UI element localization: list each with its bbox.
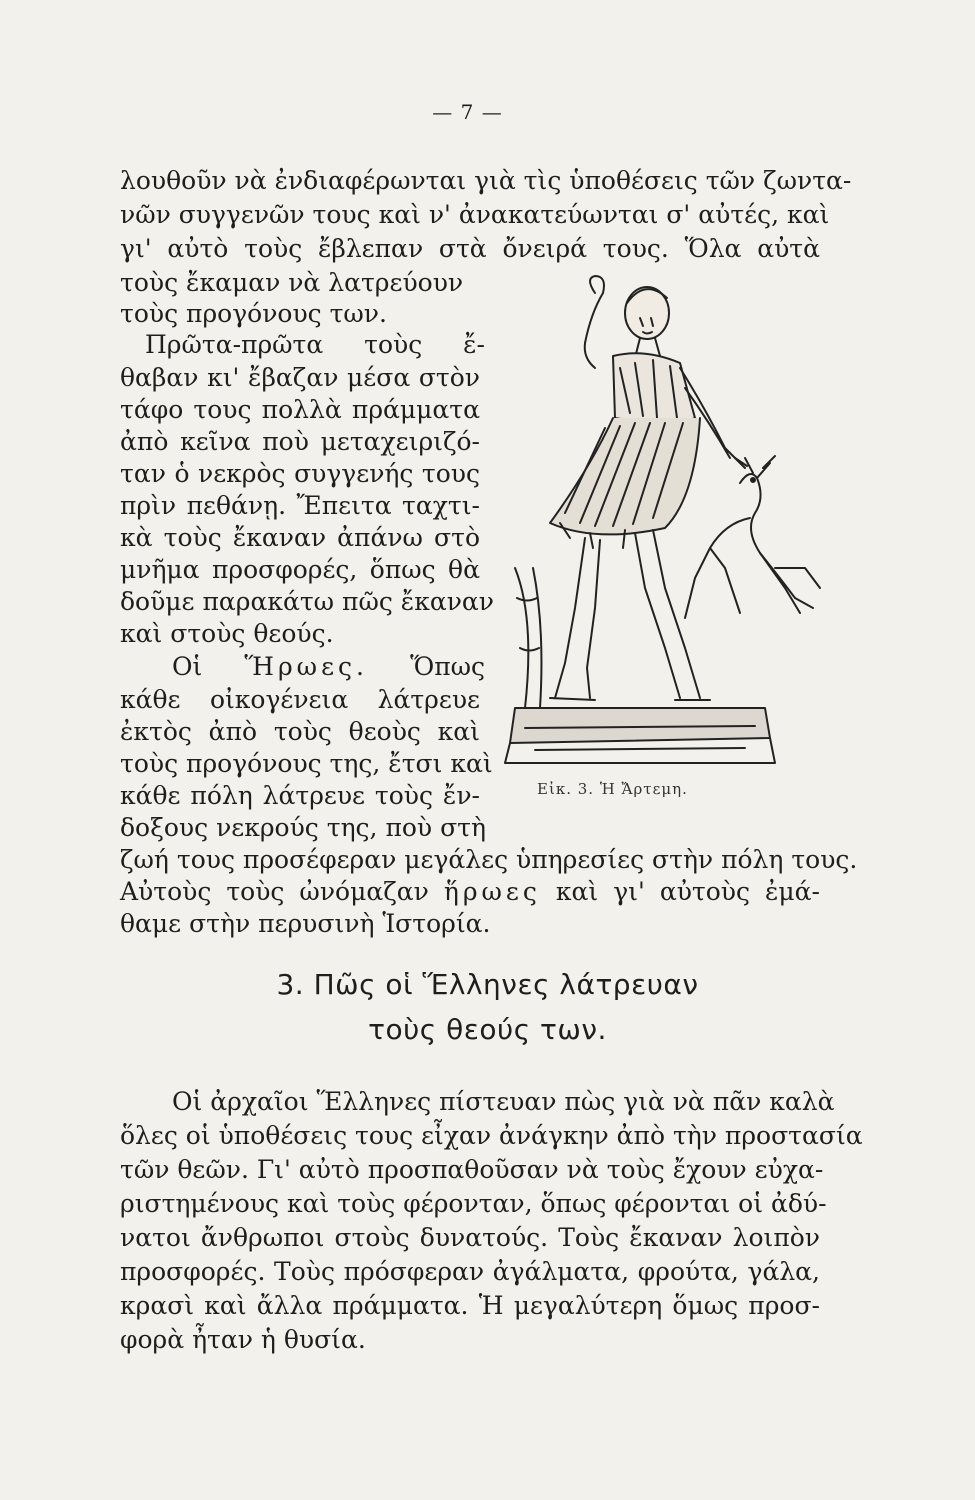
text-line: προσφορές. Τοὺς πρόσφεραν ἀγάλματα, φρούτα, γάλα, xyxy=(120,1257,820,1286)
text-line: τοὺς προγόνους των. xyxy=(120,299,387,328)
heroes-term: Ἥρωες. xyxy=(244,652,368,681)
text-line: δοξους νεκρούς της, ποὺ στὴ xyxy=(120,813,486,842)
text-line: τοὺς ἔκαμαν νὰ λατρεύουν xyxy=(120,268,464,297)
text-line: ριστημένους καὶ τοὺς φέρονταν, ὅπως φέρονται οἱ ἀδύ- xyxy=(120,1189,827,1218)
text-line: ἀπὸ κεῖνα ποὺ μεταχειριζό- xyxy=(120,427,480,456)
text-line: τάφο τους πολλὰ πράμματα xyxy=(120,395,480,424)
figure-caption: Εἰκ. 3. Ἡ Ἄρτεμη. xyxy=(537,780,688,798)
text-line: Πρῶτα-πρῶτα τοὺς ἔ- xyxy=(145,330,485,359)
text-line: Οἱ ἀρχαῖοι Ἕλληνες πίστευαν πὼς γιὰ νὰ πᾶν καλὰ xyxy=(172,1087,835,1116)
text-line: νατοι ἄνθρωποι στοὺς δυνατούς. Τοὺς ἔκαναν λοιπὸν xyxy=(120,1223,820,1252)
text-line: ταν ὁ νεκρὸς συγγενής τους xyxy=(120,459,480,488)
text-line: λουθοῦν νὰ ἐνδιαφέρωνται γιὰ τὶς ὑποθέσεις τῶν ζωντα- xyxy=(120,166,852,195)
text-line: καὶ στοὺς θεούς. xyxy=(120,619,334,648)
text-line: κάθε πόλη λάτρευε τοὺς ἔν- xyxy=(120,781,480,810)
artemis-figure xyxy=(495,268,825,778)
artemis-statue-icon xyxy=(495,268,825,778)
heroes-line: Οἱ Ἥρωες. Ὅπως xyxy=(172,652,486,681)
page-number: — 7 — xyxy=(432,100,503,124)
section-heading: 3. Πῶς οἱ Ἕλληνες λάτρευαν xyxy=(276,968,699,1001)
text-line: ἐκτὸς ἀπὸ τοὺς θεοὺς καὶ xyxy=(120,717,480,746)
text-line: τῶν θεῶν. Γι' αὐτὸ προσπαθοῦσαν νὰ τοὺς ἔχουν εὐχα- xyxy=(120,1155,824,1184)
section-heading-line2: τοὺς θεούς των. xyxy=(368,1013,607,1046)
text-line: κάθε οἰκογένεια λάτρευε xyxy=(120,685,480,714)
text-line: φορὰ ἦταν ἡ θυσία. xyxy=(120,1325,366,1354)
text-line: κὰ τοὺς ἔκαναν ἀπάνω στὸ xyxy=(120,523,480,552)
text-line: ὅλες οἱ ὑποθέσεις τους εἶχαν ἀνάγκην ἀπὸ τὴν προστασία xyxy=(120,1121,863,1150)
heroes-naming-line: Αὐτοὺς τοὺς ὠνόμαζαν ἥρωες καὶ γι' αὐτοὺς ἐμά- xyxy=(120,877,821,906)
text-line: θαμε στὴν περυσινὴ Ἱστορία. xyxy=(120,909,491,938)
text-line: μνῆμα προσφορές, ὅπως θὰ xyxy=(120,555,480,584)
text-line: ζωή τους προσέφεραν μεγάλες ὑπηρεσίες στὴν πόλη τους. xyxy=(120,845,858,874)
text-line: γι' αὐτὸ τοὺς ἔβλεπαν στὰ ὄνειρά τους. Ὅλα αὐτὰ xyxy=(120,234,820,263)
text-line: κρασὶ καὶ ἄλλα πράμματα. Ἡ μεγαλύτερη ὅμως προσ- xyxy=(120,1291,820,1320)
text-line: νῶν συγγενῶν τους καὶ ν' ἀνακατεύωνται σ' αὐτές, καὶ xyxy=(120,200,830,229)
heroes-term: ἥρωες xyxy=(443,877,541,906)
text-line: πρὶν πεθάνῃ. Ἔπειτα ταχτι- xyxy=(120,491,480,520)
text-line: τοὺς προγόνους της, ἔτσι καὶ xyxy=(120,749,493,778)
text-line: δοῦμε παρακάτω πῶς ἔκαναν xyxy=(120,587,494,616)
text-line: θαβαν κι' ἔβαζαν μέσα στὸν xyxy=(120,363,480,392)
